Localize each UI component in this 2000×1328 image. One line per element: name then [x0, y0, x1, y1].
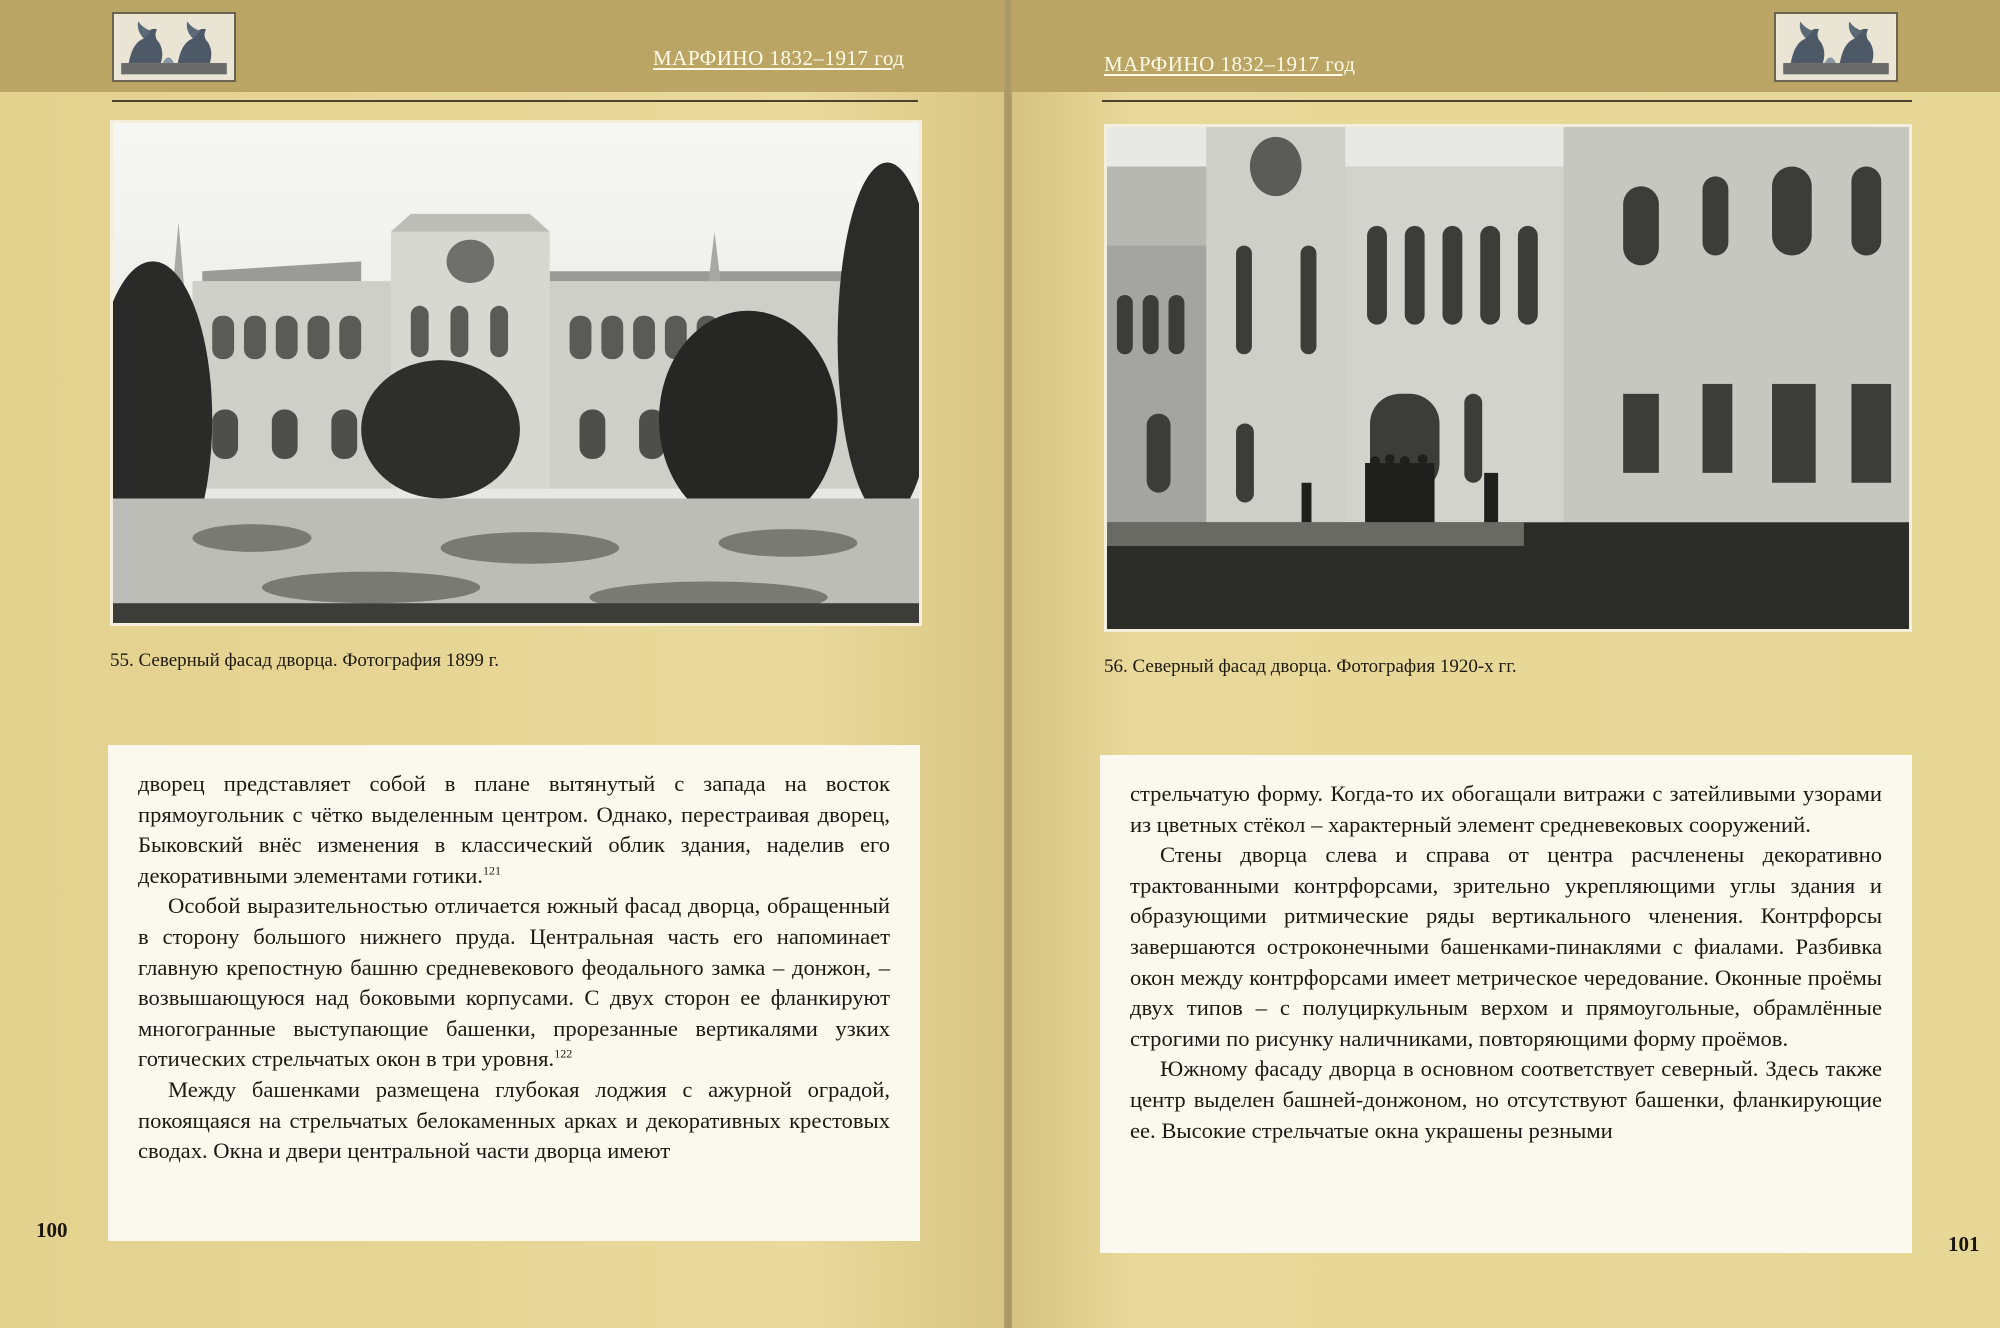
running-title: МАРФИНО 1832–1917 год: [1104, 52, 1356, 76]
footnote-ref: 121: [482, 863, 501, 878]
footnote-ref: 122: [554, 1046, 573, 1061]
griffin-emblem-icon: [1774, 12, 1898, 82]
header-rule: [112, 100, 918, 102]
running-title: МАРФИНО 1832–1917 год: [653, 46, 905, 70]
header-rule: [1102, 100, 1912, 102]
photo-north-facade-1920s: [1104, 124, 1912, 632]
paragraph: Особой выразительностью отличается южный фасад дворца, обращенный в сторону большого нижнего пруда. Центральная часть его напоминает главную крепостную башню средневекового феодального замка – донжон, – возвышающуюся над боковыми корпусами. С двух сторон ее фланкируют многогранные выступающие башенки, прорезанные вертикалями узких готических стрельчатых окон в три уровня.$^{122}$: [138, 893, 890, 1072]
right-page: [1012, 0, 2000, 1328]
paragraph: Южному фасаду дворца в основном соответствует северный. Здесь также центр выделен башней-донжоном, но отсутствуют башенки, фланкирующие ее. Высокие стрельчатые окна украшены резными: [1130, 1056, 1882, 1143]
text-block: [108, 745, 920, 1241]
paragraph: Стены дворца слева и справа от центра расчленены декоративно трактованными контрфорсами, зрительно укрепляющими углы здания и образующими ритмические ряды вертикального членения. Контрфорсы завершаются остроконечными башенками-пинаклями с фиалами. Разбивка окон между контрфорсами имеет метрическое чередование. Оконные проёмы двух типов – с полуциркульным верхом и прямоугольные, обрамлённые строгими по рисунку наличниками, повторяющими форму проёмов.: [1130, 842, 1882, 1051]
page-number: 100: [36, 1218, 68, 1242]
paragraph: дворец представляет собой в плане вытянутый с запада на восток прямоугольник с чётко выделенным центром. Однако, перестраивая дворец, Быковский внёс изменения в классический облик здания, наделив его декоративными элементами готики.$^{121}$: [138, 771, 890, 888]
text-block: [1100, 755, 1912, 1253]
photo-caption: 56. Северный фасад дворца. Фотография 1920-х гг.: [1104, 656, 1517, 677]
photo-north-facade-1899: [110, 120, 922, 626]
paragraph: Между башенками размещена глубокая лоджия с ажурной оградой, покоящаяся на стрельчатых белокаменных арках и декоративных крестовых сводах. Окна и двери центральной части дворца имеют: [138, 1076, 890, 1164]
griffin-emblem-icon: [112, 12, 236, 82]
page-number: 101: [1948, 1232, 1980, 1256]
paragraph: стрельчатую форму. Когда-то их обогащали витражи с затейливыми узорами из цветных стёкол – характерный элемент средневековых сооружений.: [1130, 781, 1882, 837]
photo-caption: 55. Северный фасад дворца. Фотография 1899 г.: [110, 650, 500, 671]
